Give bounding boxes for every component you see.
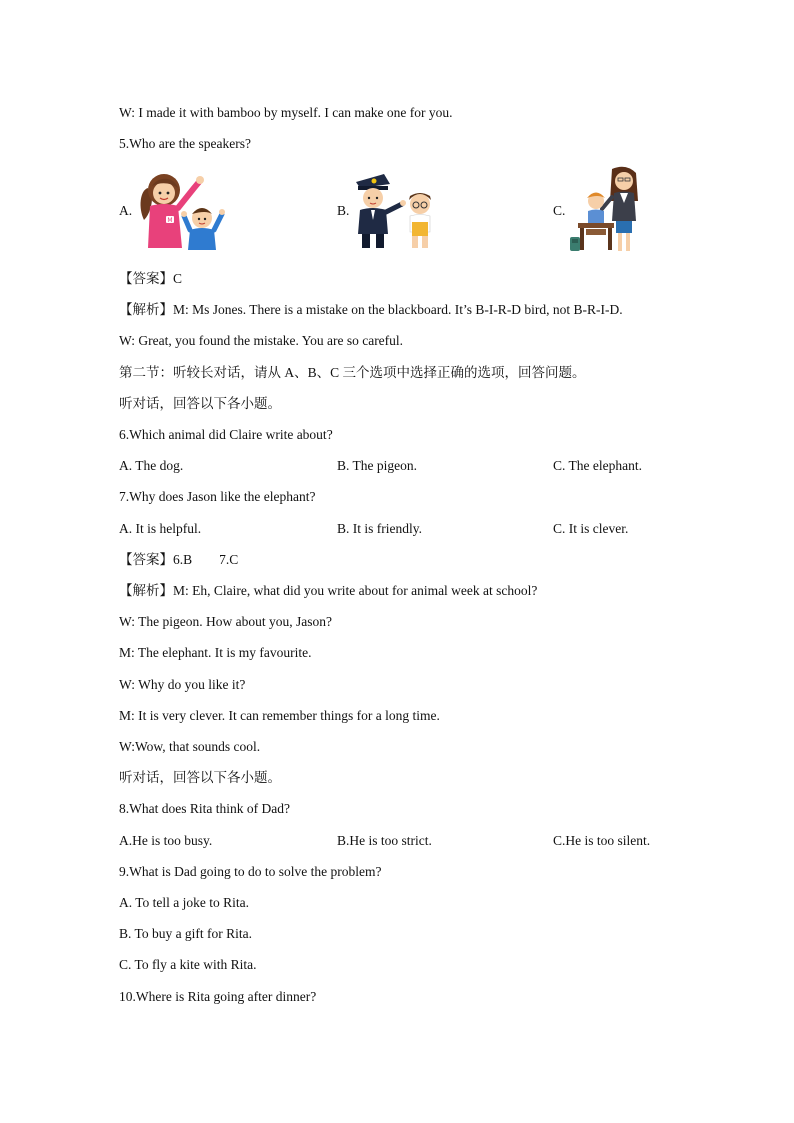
mother-and-son-picture bbox=[130, 168, 226, 252]
answer-label-1: 【答案】C bbox=[119, 271, 183, 286]
teacher-and-student-at-desk-picture bbox=[570, 163, 648, 257]
listen-instruction-2: 听对话，回答以下各小题。 bbox=[119, 770, 281, 785]
question-5: 5.Who are the speakers? bbox=[119, 136, 251, 151]
q8-option-b: B.He is too strict. bbox=[337, 833, 432, 848]
question-7: 7.Why does Jason like the elephant? bbox=[119, 489, 316, 504]
explanation-1: 【解析】M: Ms Jones. There is a mistake on the blackboard. It’s B-I-R-D bird, not B-R-I-D. bbox=[119, 302, 623, 317]
answer-label-2: 【答案】6.B 7.C bbox=[119, 552, 239, 567]
question-10: 10.Where is Rita going after dinner? bbox=[119, 989, 317, 1004]
dialogue-line: W: I made it with bamboo by myself. I can make one for you. bbox=[119, 105, 453, 120]
q9-option-c: C. To fly a kite with Rita. bbox=[119, 957, 257, 972]
question-8: 8.What does Rita think of Dad? bbox=[119, 801, 290, 816]
dialogue-line: M: The elephant. It is my favourite. bbox=[119, 645, 312, 660]
q7-option-c: C. It is clever. bbox=[553, 521, 629, 536]
dialogue-line: W: The pigeon. How about you, Jason? bbox=[119, 614, 332, 629]
q7-option-b: B. It is friendly. bbox=[337, 521, 422, 536]
explanation-2: 【解析】M: Eh, Claire, what did you write about for animal week at school? bbox=[119, 583, 538, 598]
q9-option-b: B. To buy a gift for Rita. bbox=[119, 926, 253, 941]
dialogue-line: W:Wow, that sounds cool. bbox=[119, 739, 261, 754]
q8-option-a: A.He is too busy. bbox=[119, 833, 213, 848]
q7-option-a: A. It is helpful. bbox=[119, 521, 202, 536]
q5-option-a-label: A. bbox=[119, 203, 133, 218]
q6-option-a: A. The dog. bbox=[119, 458, 184, 473]
q8-option-c: C.He is too silent. bbox=[553, 833, 651, 848]
q6-option-b: B. The pigeon. bbox=[337, 458, 417, 473]
section-2-heading: 第二节：听较长对话，请从 A、B、C 三个选项中选择正确的选项，回答问题。 bbox=[119, 365, 586, 380]
question-6: 6.Which animal did Claire write about? bbox=[119, 427, 333, 442]
listen-instruction-1: 听对话，回答以下各小题。 bbox=[119, 396, 281, 411]
police-officer-and-boy-picture bbox=[350, 168, 442, 252]
q6-option-c: C. The elephant. bbox=[553, 458, 642, 473]
q5-option-b-label: B. bbox=[337, 203, 350, 218]
q5-option-c-label: C. bbox=[553, 203, 566, 218]
svg-text:M: M bbox=[167, 217, 173, 224]
dialogue-line: W: Great, you found the mistake. You are so careful. bbox=[119, 333, 404, 348]
q9-option-a: A. To tell a joke to Rita. bbox=[119, 895, 250, 910]
dialogue-line: M: It is very clever. It can remember things for a long time. bbox=[119, 708, 440, 723]
question-9: 9.What is Dad going to do to solve the problem? bbox=[119, 864, 382, 879]
dialogue-line: W: Why do you like it? bbox=[119, 677, 246, 692]
